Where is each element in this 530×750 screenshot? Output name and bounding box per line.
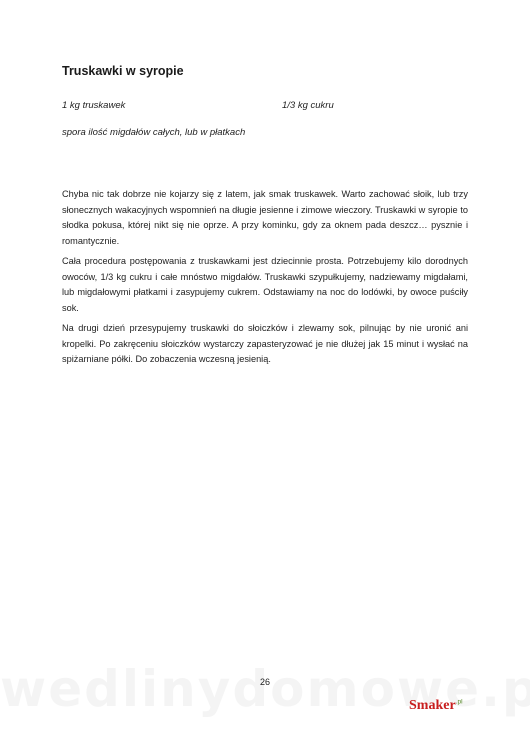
paragraph-intro: Chyba nic tak dobrze nie kojarzy się z latem, jak smak truskawek. Warto zachować słoik, lub trzy słonecznych wakacyjnych wspomnień na długie jesienne i zimowe wieczory. Truskawki w syropie to słodka pokusa, której nikt się nie oprze. A przy kominku, gdy za oknem pada deszcz… pysznie i romantycznie. <box>62 189 468 246</box>
paragraph-procedure: Cała procedura postępowania z truskawkami jest dziecinnie prosta. Potrzebujemy kilo dorodnych owoców, 1/3 kg cukru i całe mnóstwo migdałów. Truskawki szypułkujemy, nadziewamy migdałami, lub migdałowymi płatkami i zasypujemy cukrem. Odstawiamy na noc do lodówki, by owoce puściły sok. <box>62 256 468 313</box>
logo-suffix-text: .pl <box>455 698 463 706</box>
ingredient-sugar: 1/3 kg cukru <box>282 100 334 111</box>
ingredient-almonds: spora ilość migdałów całych, lub w płatkach <box>62 127 246 138</box>
paragraph-next-day: Na drugi dzień przesypujemy truskawki do słoiczków i zlewamy sok, pilnując by nie uronić ani kropelki. Po zakręceniu słoiczków wystarczy zapasteryzować je nie dłużej jak 15 minut i wysłać na spiżarniane półki. Do zobaczenia wczesną jesienią. <box>62 323 468 364</box>
smaker-logo <box>409 698 463 714</box>
ingredient-strawberries: 1 kg truskawek <box>62 100 126 111</box>
recipe-title: Truskawki w syropie <box>62 64 184 78</box>
page-number: 26 <box>259 677 270 687</box>
logo-main-text: Smaker <box>409 698 456 713</box>
